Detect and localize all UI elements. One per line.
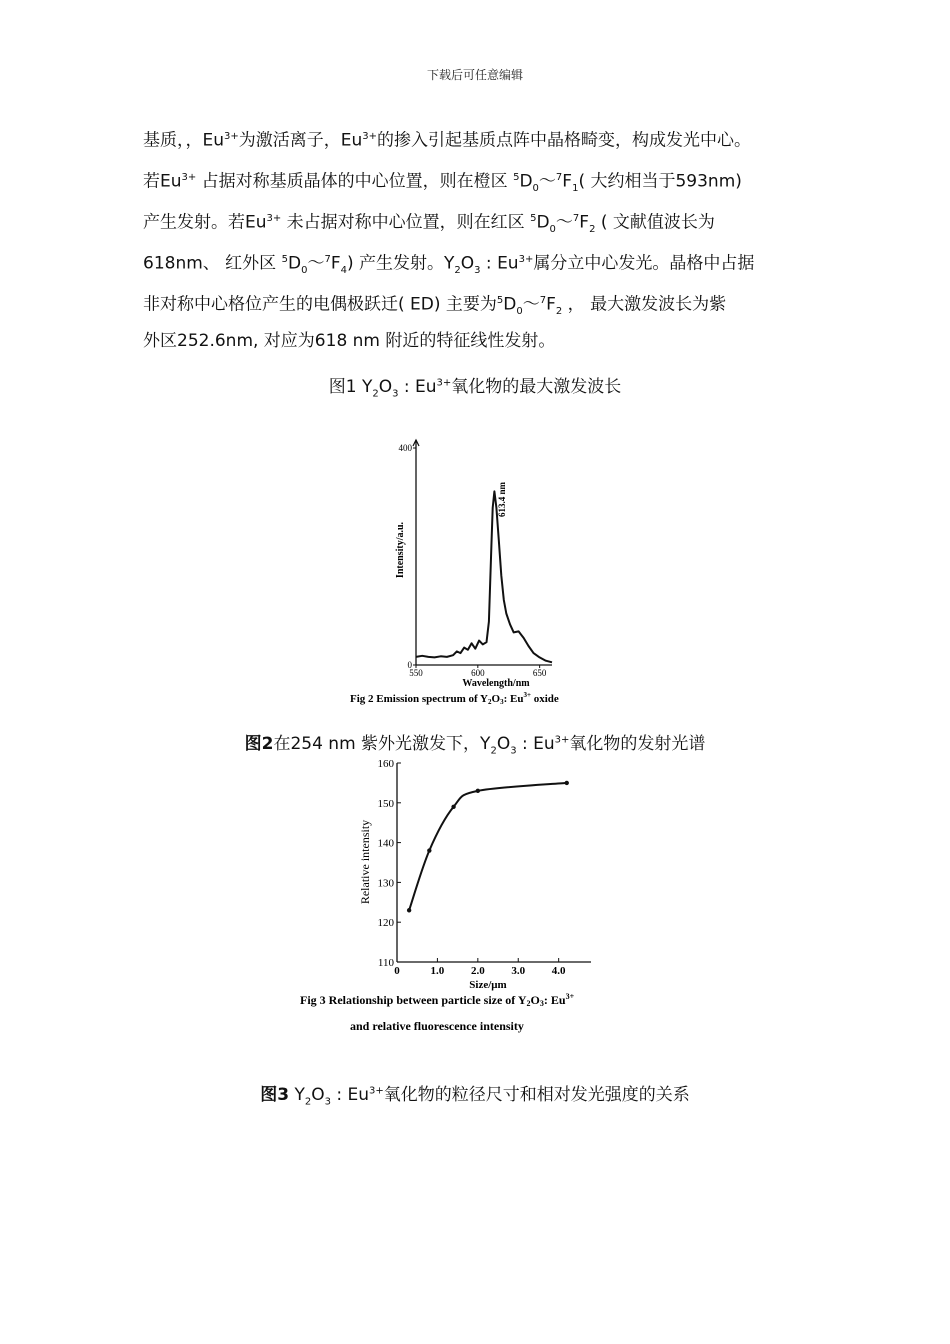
paragraph-line-2: 若$Eu^{3+}$ 占据对称基质晶体的中心位置，则在橙区 $^5D_0\sim^7F_1$( 大约相当于593nm)	[143, 171, 742, 195]
body-paragraph	[143, 116, 823, 362]
data-point	[451, 805, 455, 809]
x-axis-label: Wavelength/nm	[462, 678, 530, 689]
size-intensity-chart	[295, 752, 675, 1047]
x-tick-label: 0	[394, 965, 400, 977]
spectrum-line	[416, 491, 552, 662]
paragraph-line-6: 外区252.6nm, 对应为618 nm 附近的特征线性发射。	[143, 331, 556, 351]
y-tick-label: 130	[377, 877, 394, 890]
x-tick-label: 2.0	[470, 965, 485, 977]
peak-annotation: 613.4 nm	[497, 481, 507, 517]
page-header: 下载后可任意编辑	[426, 68, 523, 82]
y-axis-label: Intensity/a.u.	[395, 521, 406, 579]
y-tick-label: 160	[377, 758, 394, 770]
figure-1-caption: 图1 $Y_2O_3$ : $Eu^{3+}$氧化物的最大激发波长	[328, 377, 622, 400]
y-tick-label: 400	[398, 443, 412, 453]
figure-3-english-caption-line-2: and relative fluorescence intensity	[350, 1019, 524, 1033]
x-tick-label: 4.0	[551, 965, 566, 977]
x-tick-label: 600	[471, 668, 485, 678]
y-tick-label: 110	[377, 957, 394, 969]
y-tick-label: 0	[407, 660, 412, 670]
figure-2-english-caption: Fig 2 Emission spectrum of Y2O3: $Eu^{3+}$ oxide	[350, 691, 559, 706]
figure-2-caption: 图2在254 nm 紫外光激发下，$Y_2O_3$ : $Eu^{3+}$氧化物的发射光谱	[244, 734, 706, 757]
data-point	[476, 789, 480, 793]
data-point	[427, 848, 431, 852]
y-axis-label: Relative intensity	[358, 819, 372, 905]
y-tick-label: 120	[377, 917, 394, 930]
x-axis-label: Size/μm	[469, 979, 507, 991]
paragraph-line-1: 基质，，$Eu^{3+}$为激活离子，$Eu^{3+}$的掺入引起基质点阵中晶格畸变，构成发光中心。	[143, 130, 752, 151]
figure-3-caption: 图3 $Y_2O_3$ : $Eu^{3+}$氧化物的粒径尺寸和相对发光强度的关系	[260, 1085, 690, 1108]
x-tick-label: 1.0	[430, 965, 445, 977]
x-tick-label: 550	[409, 668, 423, 678]
intensity-curve	[409, 783, 567, 910]
emission-spectrum-chart	[340, 430, 640, 715]
x-tick-label: 650	[532, 668, 547, 678]
y-tick-label: 150	[377, 797, 394, 810]
data-point	[407, 908, 411, 912]
figure-3-english-caption-line-1: Fig 3 Relationship between particle size of Y2O3: $Eu^{3+}$	[300, 992, 575, 1008]
paragraph-line-3: 产生发射。若$Eu^{3+}$ 未占据对称中心位置，则在红区 $^5D_0\sim^7F_2$ ( 文献值波长为	[143, 212, 715, 236]
paragraph-line-5: 非对称中心格位产生的电偶极跃迁( ED) 主要为$^5D_0\sim^7F_2$ ， 最大激发波长为紫	[143, 294, 727, 318]
x-tick-label: 3.0	[511, 965, 526, 977]
y-tick-label: 140	[377, 837, 394, 850]
data-point	[565, 781, 569, 785]
paragraph-line-4: 618nm、 红外区 $^5D_0\sim^7F_4$) 产生发射。$Y_2O_3$ : $Eu^{3+}$属分立中心发光。晶格中占据	[143, 253, 755, 277]
